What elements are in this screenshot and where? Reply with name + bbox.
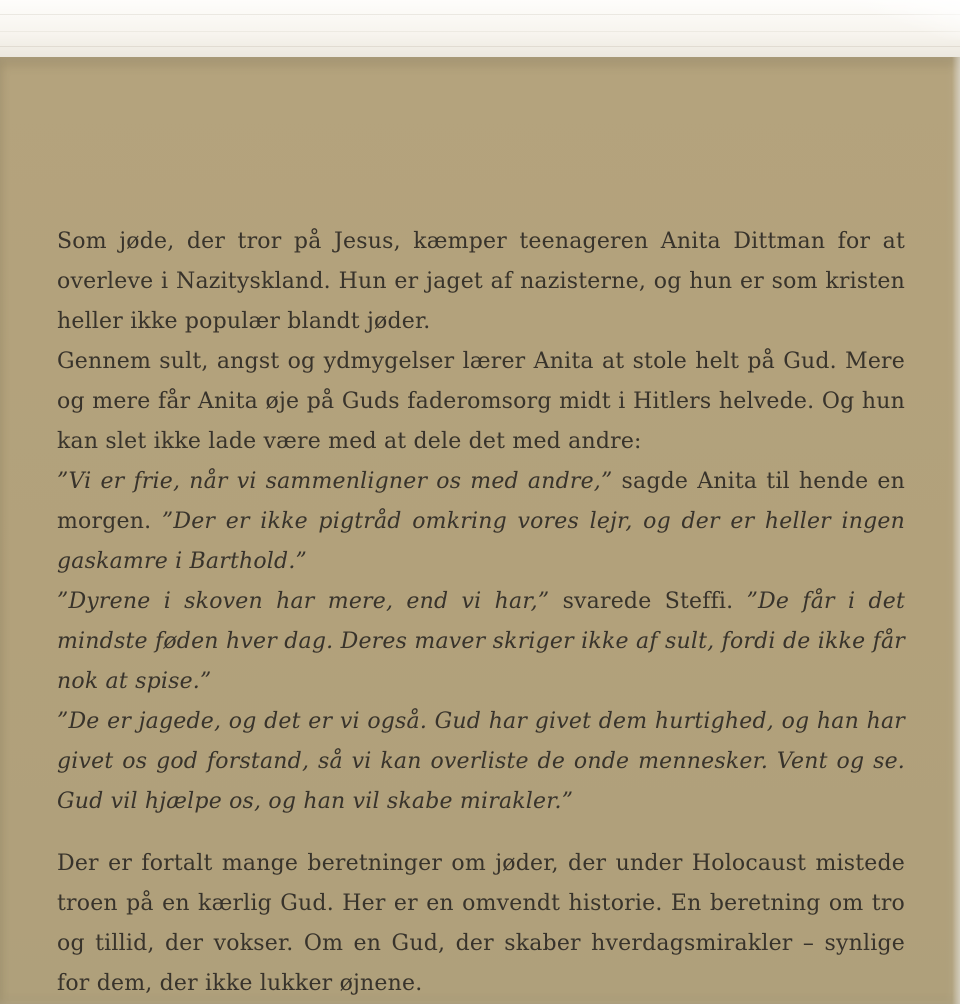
book-cover-background bbox=[0, 57, 960, 1004]
page-top-margin bbox=[0, 0, 960, 57]
text-run: Der er fortalt mange beretninger om jøder, der under Holocaust mistede troen på en kærlig Gud. Her er en omvendt historie. En beretning om tro og tillid, der vokser. Om en Gud, der skaber hverdagsmirakler – synlige for dem, der ikke lukker øjnene. bbox=[57, 851, 905, 996]
paper-crease-line bbox=[0, 46, 960, 47]
quote-text-run: ”Vi er frie, når vi sammenligner os med andre,” bbox=[57, 469, 622, 494]
text-run: sagde Anita til hende en morgen. bbox=[57, 469, 906, 534]
paragraph-gennem-sult bbox=[57, 342, 905, 462]
paragraph-quote-steffi bbox=[57, 582, 905, 702]
quote-text-run: ”De er jagede, og det er vi også. Gud har givet dem hurtighed, og han har givet os god forstand, så vi kan overliste de onde mennesker. Vent og se. Gud vil hjælpe os, og han vil skabe mirakler.” bbox=[57, 709, 905, 814]
text-run: Som jøde, der tror på Jesus, kæmper teenageren Anita Dittman for at overleve i Nazityskland. Hun er jaget af nazisterne, og hun er som kristen heller ikke populær blandt jøder. bbox=[57, 229, 905, 334]
text-run: Gennem sult, angst og ydmygelser lærer Anita at stole helt på Gud. Mere og mere får Anita øje på Guds faderomsorg midt i Hitlers helvede. Og hun kan slet ikke lade være med at dele det med andre: bbox=[57, 349, 905, 454]
paragraph-quote-jagede bbox=[57, 702, 905, 822]
cover-text-block bbox=[57, 222, 905, 1004]
quote-text-run: ”Der er ikke pigtråd omkring vores lejr, og der er heller ingen gaskamre i Barthold.” bbox=[57, 509, 905, 574]
quote-text-run: ”De får i det mindste føden hver dag. Deres maver skriger ikke af sult, fordi de ikke får nok at spise.” bbox=[57, 589, 906, 694]
paper-crease-line bbox=[0, 31, 960, 32]
cover-right-edge-highlight bbox=[952, 57, 960, 1004]
paper-crease-line bbox=[0, 14, 960, 15]
quote-text-run: ”Dyrene i skoven har mere, end vi har,” bbox=[57, 589, 563, 614]
paragraph-outro bbox=[57, 844, 905, 1004]
text-run: svarede Steffi. bbox=[562, 589, 747, 614]
paragraph-intro bbox=[57, 222, 905, 342]
paper-fold-corner bbox=[840, 0, 960, 40]
paragraph-quote-anita bbox=[57, 462, 905, 582]
